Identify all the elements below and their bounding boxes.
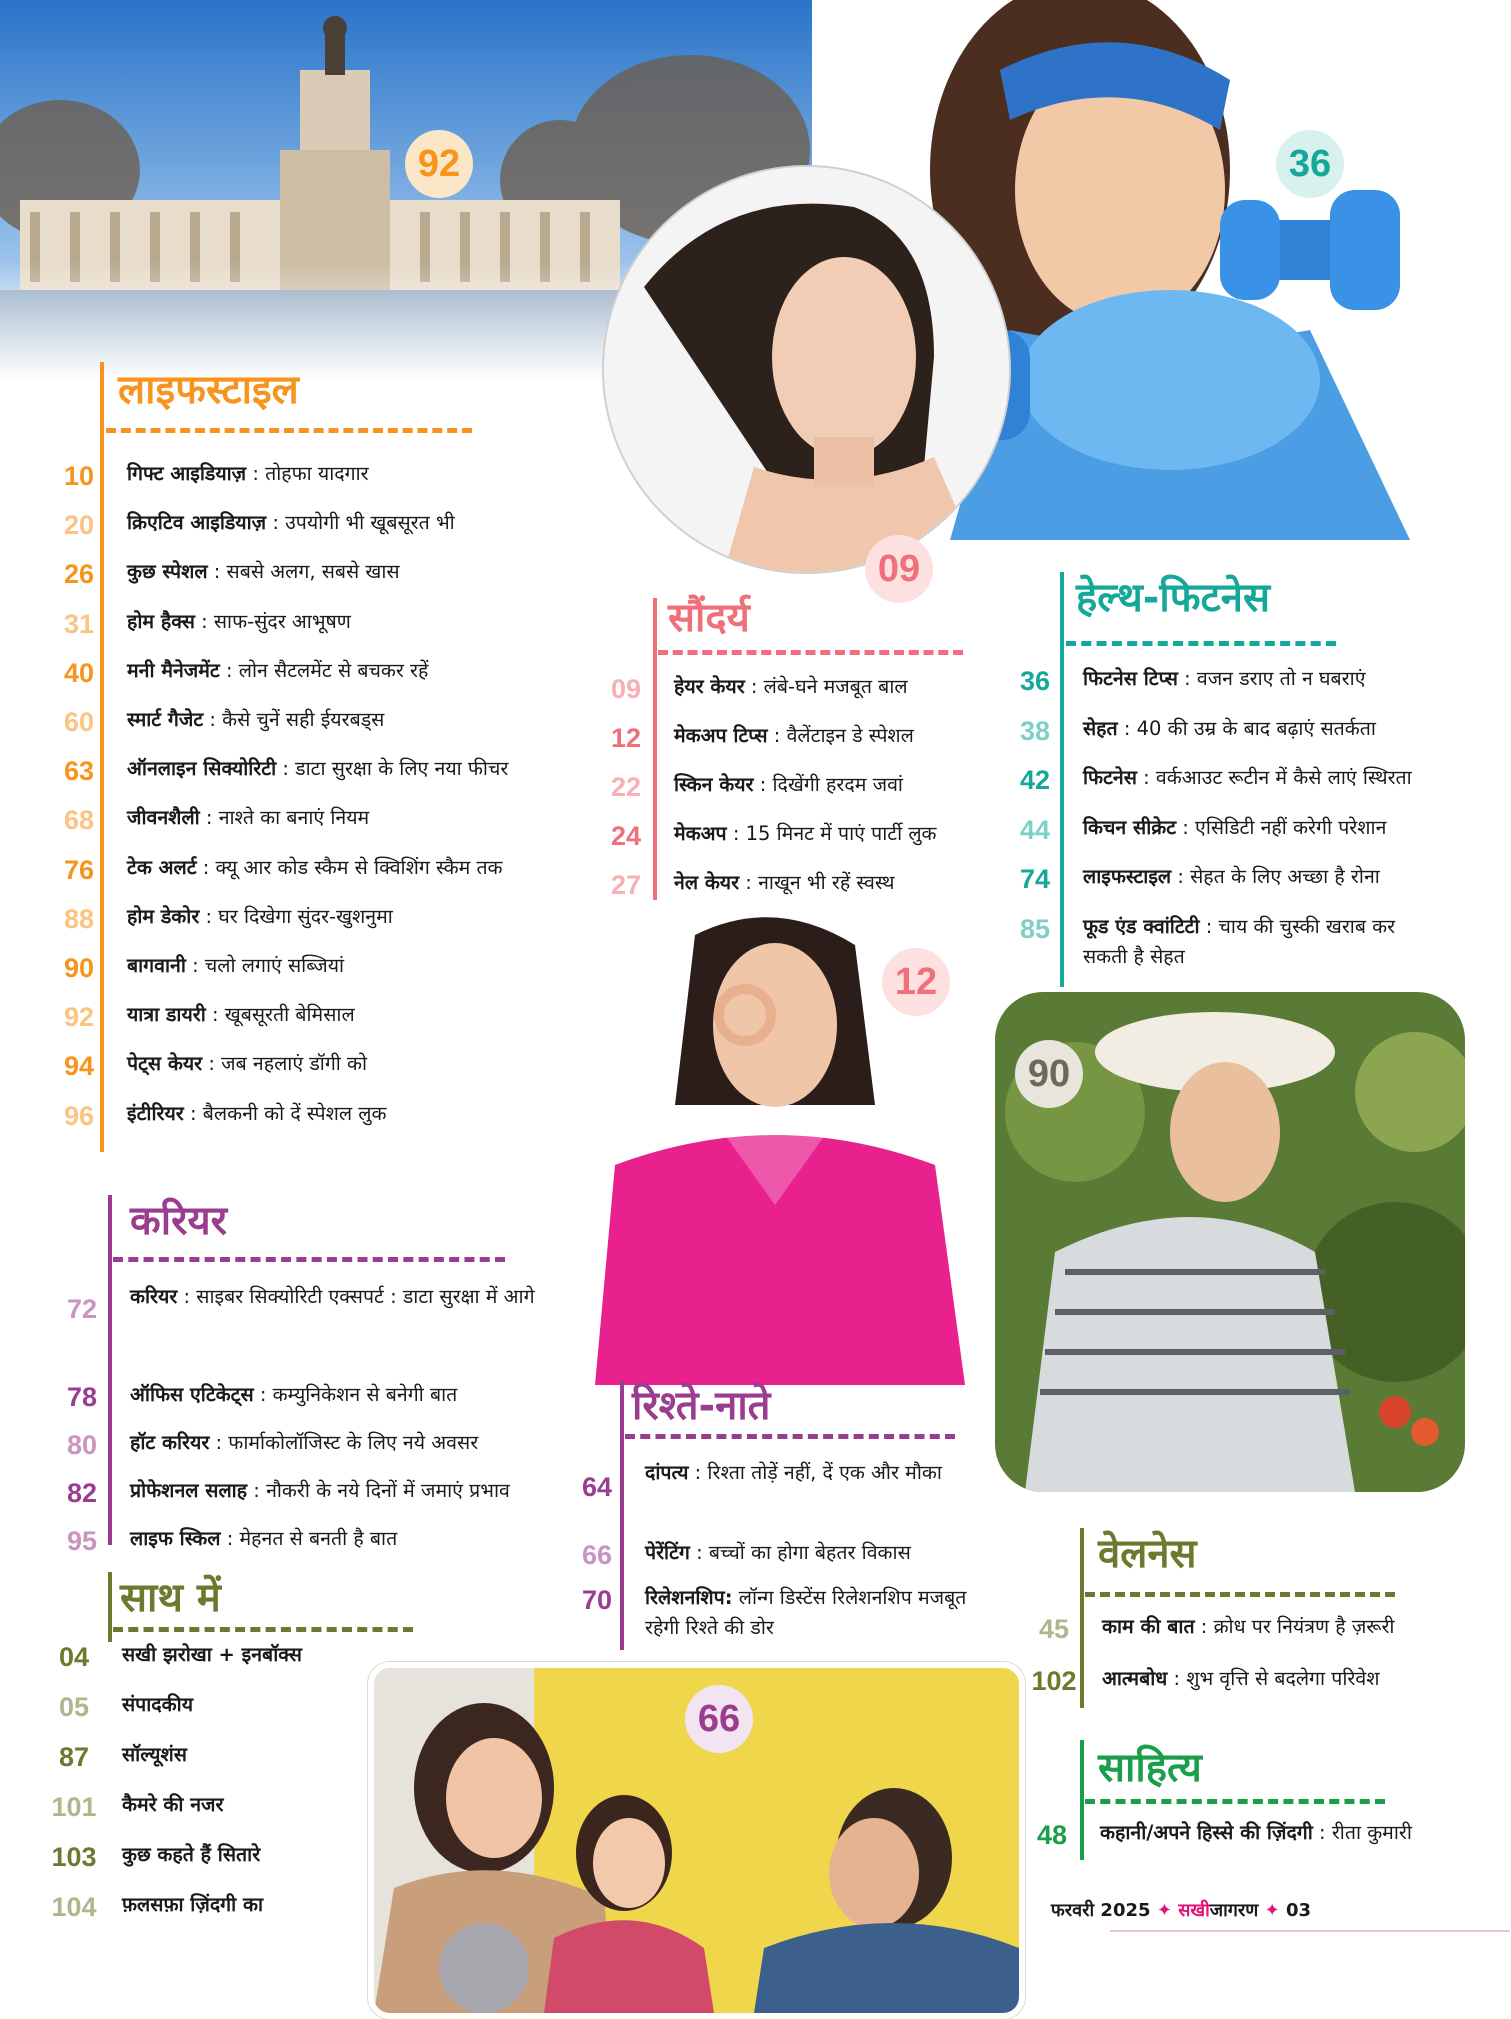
toc-entry-text xyxy=(1069,714,1376,744)
toc-entry-description: चलो लगाएं सब्जियां xyxy=(204,954,345,977)
toc-entry-description: चाय की चुस्की खराब कर सकती है सेहत xyxy=(1083,914,1396,968)
toc-entry-description: सबसे अलग, सबसे खास xyxy=(226,560,400,584)
toc-page-number: 64 xyxy=(581,1472,613,1502)
footer-rule xyxy=(1110,1930,1510,1932)
toc-entry-description: रिश्ता तोड़ें नहीं, दें एक और मौका xyxy=(707,1461,942,1484)
toc-page-number: 04 xyxy=(58,1642,90,1672)
toc-entry-description: दिखेंगी हरदम जवां xyxy=(772,773,903,796)
toc-entry-description: खूबसूरती बेमिसाल xyxy=(224,1003,355,1027)
toc-entry-separator: : xyxy=(185,954,205,977)
toc-entry-text xyxy=(116,1282,535,1312)
toc-entry[interactable] xyxy=(45,951,605,985)
makeup-badge: 12 xyxy=(882,948,950,1016)
toc-entry-separator: : xyxy=(205,1003,225,1027)
beauty-badge: 09 xyxy=(865,535,933,603)
toc-page-number: 88 xyxy=(63,903,95,934)
toc-entry-description: एसिडिटी नहीं करेगी परेशान xyxy=(1195,815,1387,839)
saath-vline xyxy=(108,1572,112,1642)
toc-entry[interactable] xyxy=(45,1099,605,1133)
toc-entry-title: यात्रा डायरी xyxy=(127,1003,206,1027)
lifestyle-divider xyxy=(106,428,472,433)
toc-entry-separator: : xyxy=(196,855,216,879)
travel-badge: 92 xyxy=(405,130,473,198)
toc-page-number: 12 xyxy=(610,723,642,753)
toc-entry-title: लाइफस्टाइल xyxy=(1083,865,1172,888)
toc-page-number: 22 xyxy=(610,772,642,802)
toc-entry-text xyxy=(108,1740,187,1770)
toc-entry[interactable] xyxy=(1020,1612,1500,1646)
toc-entry[interactable] xyxy=(45,1049,605,1083)
toc-entry-title: कुछ कहते हैं सितारे xyxy=(122,1843,261,1866)
toc-page-number: 95 xyxy=(66,1526,98,1556)
toc-entry-description: लॉन्ग डिस्टेंस रिलेशनशिप मजबूत रहेगी रिश्ते की डोर xyxy=(645,1586,967,1639)
toc-entry[interactable] xyxy=(1001,813,1501,847)
career-divider xyxy=(113,1257,505,1262)
toc-entry-separator: : xyxy=(207,560,227,584)
toc-entry-separator: : xyxy=(739,871,759,894)
toc-entry-separator: : xyxy=(199,806,219,830)
beauty-photo xyxy=(602,165,1011,574)
toc-entry[interactable] xyxy=(48,1380,588,1414)
toc-entry[interactable] xyxy=(1018,1818,1498,1852)
toc-entry-title: बागवानी xyxy=(127,954,186,977)
toc-entry-title: टेक अलर्ट xyxy=(127,855,197,879)
toc-entry-description: 15 मिनट में पाएं पार्टी लुक xyxy=(745,822,937,845)
toc-entry-description: लंबे-घने मजबूत बाल xyxy=(763,675,908,698)
page-footer xyxy=(1051,1898,1311,1922)
toc-entry-title: कुछ स्पेशल xyxy=(127,560,208,584)
toc-entry-description: फार्माकोलॉजिस्ट के लिए नये अवसर xyxy=(228,1431,479,1454)
toc-entry-text xyxy=(1086,1818,1412,1848)
toc-entry-separator: : xyxy=(1136,766,1156,789)
toc-entry-separator: : xyxy=(202,1052,222,1076)
toc-entry-title: स्किन केयर xyxy=(674,773,754,796)
footer-brand-sakhi: सखी xyxy=(1178,1900,1210,1921)
toc-entry-text xyxy=(631,1538,911,1568)
toc-entry-separator: : xyxy=(726,822,746,845)
toc-entry-text xyxy=(116,1428,478,1458)
toc-entry[interactable] xyxy=(1001,664,1501,698)
toc-entry-description: घर दिखेगा सुंदर-खुशनुमा xyxy=(218,904,393,928)
toc-entry-description: जब नहलाएं डॉगी को xyxy=(221,1052,368,1076)
toc-page-number: 09 xyxy=(610,674,642,704)
toc-entry-title: फ़लसफ़ा ज़िंदगी का xyxy=(122,1893,264,1916)
toc-page-number: 63 xyxy=(63,756,95,787)
toc-entry-separator: : xyxy=(744,675,764,698)
toc-entry-title: होम डेकोर xyxy=(127,904,200,928)
garden-badge: 90 xyxy=(1015,1040,1083,1108)
toc-page-number: 20 xyxy=(63,510,95,541)
toc-entry-text xyxy=(113,853,503,883)
toc-entry-description: क्यू आर कोड स्कैम से क्विशिंग स्कैम तक xyxy=(215,855,503,879)
toc-entry-title: इंटीरियर xyxy=(127,1101,184,1125)
toc-page-number: 42 xyxy=(1019,765,1051,795)
toc-entry[interactable] xyxy=(48,1476,588,1510)
toc-page-number: 90 xyxy=(63,953,95,983)
toc-entry[interactable] xyxy=(45,853,605,887)
toc-page-number: 82 xyxy=(66,1478,98,1508)
toc-entry-text xyxy=(113,508,455,538)
health-divider xyxy=(1066,641,1336,646)
toc-entry-separator: : xyxy=(194,609,214,633)
toc-entry[interactable] xyxy=(48,1428,588,1462)
toc-entry-separator: : xyxy=(209,1431,229,1454)
toc-page-number: 76 xyxy=(63,854,95,885)
toc-entry-text xyxy=(660,819,937,849)
toc-entry-separator: : xyxy=(199,904,219,928)
toc-entry-text xyxy=(1069,862,1380,892)
toc-page-number: 74 xyxy=(1019,864,1051,894)
toc-entry-title: सखी झरोखा + इनबॉक्स xyxy=(122,1643,302,1666)
footer-plus-icon-2: ✦ xyxy=(1264,1900,1280,1921)
toc-entry-separator: : xyxy=(246,462,266,485)
toc-entry-description: बैलकनी को दें स्पेशल लुक xyxy=(202,1101,387,1125)
toc-entry-title: करियर xyxy=(130,1285,178,1308)
toc-entry-text xyxy=(116,1380,457,1410)
toc-entry-title: कैमरे की नजर xyxy=(122,1793,224,1816)
toc-entry-text xyxy=(113,754,508,784)
toc-entry-description: लोन सैटलमेंट से बचकर रहें xyxy=(238,658,429,682)
toc-entry-description: नाश्ते का बनाएं नियम xyxy=(218,806,370,830)
beauty-title: सौंदर्य xyxy=(668,595,750,641)
toc-entry[interactable] xyxy=(48,1282,588,1326)
toc-entry-text xyxy=(113,1099,386,1129)
toc-entry-description: क्रोध पर नियंत्रण है ज़रूरी xyxy=(1213,1615,1395,1638)
toc-page-number: 40 xyxy=(63,657,95,688)
toc-page-number: 10 xyxy=(63,461,95,491)
toc-entry-text xyxy=(116,1524,397,1554)
toc-entry[interactable] xyxy=(1001,714,1501,748)
toc-page-number: 44 xyxy=(1019,814,1051,845)
footer-month: फरवरी 2025 xyxy=(1050,1900,1151,1921)
toc-entry-description: रीता कुमारी xyxy=(1331,1821,1412,1844)
toc-entry-separator: : xyxy=(1176,815,1196,839)
toc-page-number: 72 xyxy=(66,1294,98,1324)
toc-page-number: 05 xyxy=(58,1692,90,1722)
toc-entry-description: वर्कआउट रूटीन में कैसे लाएं स्थिरता xyxy=(1155,766,1412,789)
toc-entry-text xyxy=(113,459,369,489)
toc-entry[interactable] xyxy=(45,508,605,542)
footer-brand-jagran: जागरण xyxy=(1209,1900,1259,1921)
toc-entry-title: प्रोफेशनल सलाह xyxy=(130,1479,248,1502)
toc-entry-description: 40 की उम्र के बाद बढ़ाएं सतर्कता xyxy=(1136,716,1376,740)
toc-page-number: 103 xyxy=(51,1842,97,1872)
toc-entry[interactable] xyxy=(1020,1664,1500,1698)
toc-entry[interactable] xyxy=(563,1458,983,1504)
toc-entry-title: कहानी/अपने हिस्से की ज़िंदगी xyxy=(1100,1821,1313,1844)
beauty-divider xyxy=(658,650,963,655)
toc-entry-text xyxy=(108,1890,263,1920)
toc-entry-title: किचन सीक्रेट xyxy=(1083,815,1177,839)
toc-entry-title: सेहत xyxy=(1083,716,1118,740)
toc-entry-text xyxy=(113,951,344,981)
literature-title: साहित्य xyxy=(1098,1745,1202,1791)
toc-entry[interactable] xyxy=(45,607,605,641)
toc-page-number: 31 xyxy=(63,608,95,639)
toc-entry-description: तोहफा यादगार xyxy=(265,462,369,485)
toc-entry-title: फूड एंड क्वांटिटी xyxy=(1083,914,1200,938)
toc-entry-title: जीवनशैली xyxy=(127,806,200,830)
relations-divider xyxy=(625,1434,955,1439)
toc-entry-text xyxy=(113,1049,367,1079)
toc-entry-title: हेयर केयर xyxy=(674,675,745,698)
toc-entry-description: साफ-सुंदर आभूषण xyxy=(213,609,351,633)
saath-title: साथ में xyxy=(120,1575,221,1621)
career-title: करियर xyxy=(130,1198,227,1244)
toc-entry[interactable] xyxy=(563,1538,983,1572)
toc-entry-text xyxy=(113,705,384,735)
toc-page-number: 45 xyxy=(1038,1614,1070,1644)
toc-entry-title: क्रिएटिव आइडियाज़ xyxy=(127,511,267,535)
toc-entry-text xyxy=(660,672,908,702)
toc-entry[interactable] xyxy=(592,721,982,755)
toc-entry-title: गिफ्ट आइडियाज़ xyxy=(127,462,247,485)
toc-entry-text xyxy=(116,1476,510,1506)
toc-entry-description: शुभ वृत्ति से बदलेगा परिवेश xyxy=(1186,1667,1380,1690)
toc-entry-text xyxy=(108,1640,302,1670)
toc-entry-separator: : xyxy=(689,1541,709,1564)
toc-entry-title: पेट्स केयर xyxy=(127,1052,203,1076)
toc-entry-text xyxy=(113,803,369,833)
toc-page-number: 102 xyxy=(1031,1666,1077,1696)
toc-page-number: 87 xyxy=(58,1742,90,1772)
toc-entry-title: रिलेशनशिप: xyxy=(645,1586,733,1609)
saath-divider xyxy=(113,1627,413,1632)
toc-entry-title: फिटनेस xyxy=(1083,766,1137,789)
toc-entry-separator: : xyxy=(203,708,223,731)
toc-entry-separator: : xyxy=(247,1479,267,1502)
toc-entry[interactable] xyxy=(40,1640,400,1674)
toc-entry-description: साइबर सिक्योरिटी एक्सपर्ट : डाटा सुरक्षा में आगे xyxy=(196,1285,535,1308)
toc-entry-text xyxy=(113,656,428,686)
toc-entry[interactable] xyxy=(40,1890,400,1924)
toc-entry-title: स्मार्ट गैजेट xyxy=(127,708,204,731)
toc-entry-text xyxy=(108,1690,193,1720)
toc-entry-separator: : xyxy=(688,1461,708,1484)
toc-entry-description: वजन डराए तो न घबराएं xyxy=(1196,667,1366,690)
toc-entry-description: नाखून भी रहें स्वस्थ xyxy=(758,871,895,894)
toc-entry[interactable] xyxy=(1001,763,1501,797)
toc-entry-text xyxy=(660,868,895,898)
toc-entry-description: नौकरी के नये दिनों में जमाएं प्रभाव xyxy=(266,1479,510,1502)
toc-entry-description: बच्चों का होगा बेहतर विकास xyxy=(708,1541,911,1564)
toc-entry-text xyxy=(1069,813,1386,843)
toc-entry-text xyxy=(1088,1612,1394,1642)
toc-entry-text xyxy=(113,557,400,587)
toc-entry[interactable] xyxy=(45,459,605,493)
toc-entry[interactable] xyxy=(592,819,982,853)
toc-entry[interactable] xyxy=(45,754,605,788)
toc-entry-separator: : xyxy=(183,1101,203,1125)
toc-entry[interactable] xyxy=(592,868,982,902)
toc-entry-title: होम हैक्स xyxy=(127,609,195,633)
toc-entry-separator: : xyxy=(276,757,296,781)
toc-entry-text xyxy=(113,607,351,637)
toc-page-number: 26 xyxy=(63,559,95,590)
toc-page-number: 85 xyxy=(1019,913,1051,944)
toc-entry-title: आत्मबोध xyxy=(1102,1667,1168,1690)
footer-plus-icon: ✦ xyxy=(1156,1900,1172,1921)
toc-entry-separator: : xyxy=(1199,914,1219,938)
toc-entry[interactable] xyxy=(592,672,982,706)
toc-entry-title: ऑफिस एटिकेट्स xyxy=(130,1383,254,1406)
toc-page-number: 60 xyxy=(63,707,95,737)
toc-entry-description: मेहनत से बनती है बात xyxy=(239,1527,398,1550)
toc-entry-separator: : xyxy=(1312,1821,1332,1844)
toc-entry[interactable] xyxy=(45,705,605,739)
toc-entry-title: काम की बात xyxy=(1102,1615,1195,1638)
toc-entry[interactable] xyxy=(592,770,982,804)
toc-entry-text xyxy=(113,902,393,932)
toc-entry[interactable] xyxy=(48,1524,588,1558)
toc-entry-description: सेहत के लिए अच्छा है रोना xyxy=(1190,865,1380,888)
toc-entry-title: संपादकीय xyxy=(122,1693,193,1716)
literature-divider xyxy=(1085,1799,1385,1804)
toc-page-number: 78 xyxy=(66,1382,98,1412)
toc-page-number: 36 xyxy=(1019,666,1051,696)
wellness-divider xyxy=(1085,1592,1395,1597)
toc-entry-text xyxy=(1069,912,1423,972)
toc-entry-text xyxy=(1069,664,1366,694)
toc-page-number: 101 xyxy=(51,1792,97,1822)
toc-entry-description: डाटा सुरक्षा के लिए नया फीचर xyxy=(295,757,509,781)
toc-entry-title: सॉल्यूशंस xyxy=(122,1743,187,1766)
toc-entry-title: लाइफ स्किल xyxy=(130,1527,221,1550)
toc-page-number: 92 xyxy=(63,1002,95,1033)
toc-page-number: 96 xyxy=(63,1100,95,1131)
toc-entry[interactable] xyxy=(40,1740,400,1774)
toc-entry-text xyxy=(113,1000,355,1030)
toc-entry-title: दांपत्य xyxy=(645,1461,689,1484)
toc-entry-separator: : xyxy=(266,511,286,535)
toc-page-number: 68 xyxy=(63,805,95,836)
toc-entry-description: वैलेंटाइन डे स्पेशल xyxy=(786,724,914,747)
toc-entry[interactable] xyxy=(563,1583,983,1643)
toc-page-number: 48 xyxy=(1036,1820,1068,1850)
toc-entry-title: मेकअप टिप्स xyxy=(674,724,768,747)
toc-entry-separator: : xyxy=(1167,1667,1187,1690)
toc-page-number: 38 xyxy=(1019,715,1051,746)
toc-entry-description: कम्युनिकेशन से बनेगी बात xyxy=(272,1383,458,1406)
toc-entry-text xyxy=(1088,1664,1379,1694)
toc-entry-title: मेकअप xyxy=(674,822,727,845)
toc-entry-separator: : xyxy=(1171,865,1191,888)
toc-entry-text xyxy=(108,1840,260,1870)
toc-page-number: 80 xyxy=(66,1430,98,1460)
footer-page-number: 03 xyxy=(1285,1900,1311,1921)
toc-entry-text xyxy=(631,1458,942,1488)
toc-entry-title: फिटनेस टिप्स xyxy=(1083,667,1178,690)
toc-page-number: 66 xyxy=(581,1540,613,1570)
toc-entry[interactable] xyxy=(45,803,605,837)
toc-entry-text xyxy=(1069,763,1412,793)
toc-entry[interactable] xyxy=(40,1840,400,1874)
toc-entry-description: उपयोगी भी खूबसूरत भी xyxy=(285,511,455,535)
toc-entry-separator: : xyxy=(1177,667,1197,690)
fitness-badge: 36 xyxy=(1276,130,1344,198)
relations-title: रिश्ते-नाते xyxy=(632,1383,771,1429)
toc-entry-separator: : xyxy=(1117,716,1137,740)
toc-entry[interactable] xyxy=(40,1790,400,1824)
toc-entry[interactable] xyxy=(45,656,605,690)
toc-page-number: 94 xyxy=(63,1051,95,1082)
toc-page-number: 27 xyxy=(610,870,642,900)
toc-entry-text xyxy=(660,770,903,800)
lifestyle-title: लाइफस्टाइल xyxy=(118,367,299,413)
family-badge: 66 xyxy=(685,1685,753,1753)
toc-entry-separator: : xyxy=(219,658,239,682)
toc-entry-separator: : xyxy=(767,724,787,747)
toc-entry-title: मनी मैनेजमेंट xyxy=(127,658,220,682)
toc-page-number: 104 xyxy=(51,1892,97,1922)
toc-entry-title: नेल केयर xyxy=(674,871,740,894)
toc-entry-title: हॉट करियर xyxy=(130,1431,210,1454)
toc-entry-title: ऑनलाइन सिक्योरिटी xyxy=(127,757,277,781)
toc-entry[interactable] xyxy=(45,557,605,591)
toc-page-number: 24 xyxy=(610,821,642,851)
toc-entry-separator: : xyxy=(177,1285,197,1308)
toc-entry-text xyxy=(660,721,914,751)
toc-page-number: 70 xyxy=(581,1585,613,1615)
toc-entry[interactable] xyxy=(45,902,605,936)
toc-entry-separator: : xyxy=(1194,1615,1214,1638)
toc-entry-separator: : xyxy=(220,1527,240,1550)
toc-entry[interactable] xyxy=(1001,862,1501,896)
toc-entry[interactable] xyxy=(40,1690,400,1724)
toc-entry-text xyxy=(631,1583,983,1643)
toc-entry[interactable] xyxy=(1001,912,1501,972)
toc-entry-separator: : xyxy=(753,773,773,796)
health-title: हेल्थ-फिटनेस xyxy=(1076,575,1271,621)
toc-entry-text xyxy=(108,1790,223,1820)
toc-entry-description: कैसे चुनें सही ईयरबड्स xyxy=(222,708,385,731)
toc-entry-title: पेरेंटिंग xyxy=(645,1541,690,1564)
toc-entry-separator: : xyxy=(253,1383,273,1406)
toc-entry[interactable] xyxy=(45,1000,605,1034)
wellness-title: वेलनेस xyxy=(1098,1531,1197,1577)
